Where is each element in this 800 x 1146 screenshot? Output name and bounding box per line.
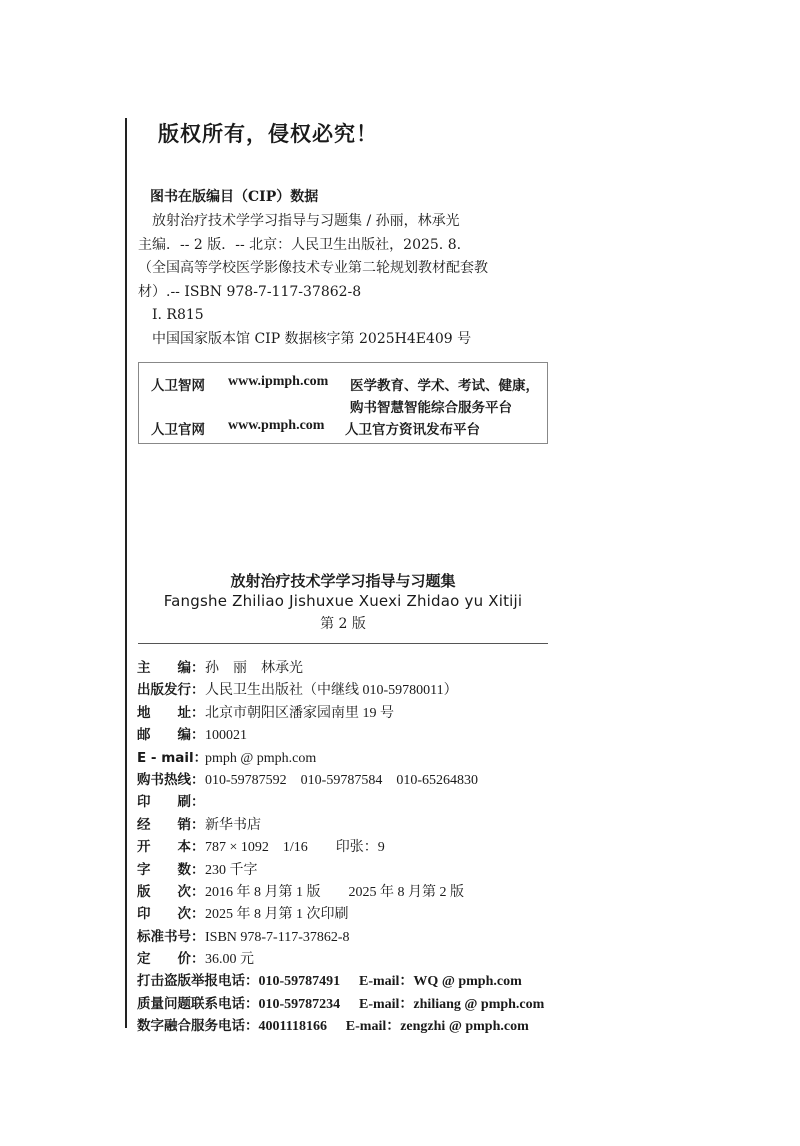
meta-label: 地 址：	[137, 704, 205, 721]
hotline-row	[137, 1015, 557, 1037]
meta-row	[137, 747, 557, 769]
meta-row	[137, 814, 557, 836]
cip-data-block	[138, 210, 548, 351]
meta-value: 新华书店	[205, 817, 261, 833]
meta-row	[137, 791, 557, 813]
meta-row	[137, 724, 557, 746]
meta-label: E - mail：	[137, 749, 208, 766]
hotline-email: E-mail：zengzhi @ pmph.com	[345, 1019, 529, 1035]
meta-value: 787 × 1092 1/16 印张：9	[205, 840, 385, 856]
meta-value: ISBN 978-7-117-37862-8	[205, 929, 350, 945]
meta-value: 人民卫生出版社（中继线 010-59780011）	[205, 683, 458, 699]
hotline-phone: 010-59787491	[258, 974, 341, 990]
meta-value: 2025 年 8 月第 1 次印刷	[205, 907, 349, 923]
hotline-label: 数字融合服务电话：	[137, 1018, 259, 1035]
hotline-phone: 4001118166	[258, 1019, 327, 1035]
meta-row	[137, 769, 557, 791]
book-title-pinyin: Fangshe Zhiliao Jishuxue Xuexi Zhidao yu Xitiji	[163, 592, 523, 610]
meta-row	[137, 836, 557, 858]
ipmph-url[interactable]: www.ipmph.com	[228, 374, 329, 389]
meta-label: 定 价：	[137, 951, 205, 968]
meta-value: 孙 丽 林承光	[205, 661, 303, 676]
meta-label: 经 销：	[137, 816, 205, 833]
meta-label: 版 次：	[137, 883, 205, 900]
hotline-row	[137, 970, 557, 992]
book-title: 放射治疗技术学学习指导与习题集	[230, 572, 456, 590]
cip-line: 主编．-- 2 版．-- 北京：人民卫生出版社，2025. 8.	[138, 236, 462, 253]
meta-row	[137, 948, 557, 970]
platform-info-box	[138, 362, 548, 444]
meta-row	[137, 657, 557, 679]
hotline-email: E-mail：WQ @ pmph.com	[358, 974, 522, 990]
hotline-label: 质量问题联系电话：	[137, 995, 259, 1012]
meta-value: 230 千字	[205, 862, 258, 878]
pmph-url[interactable]: www.pmph.com	[228, 418, 325, 433]
pmph-desc: 人卫官方资讯发布平台	[345, 422, 480, 438]
meta-row	[137, 926, 557, 948]
meta-label: 邮 编：	[137, 727, 205, 744]
cip-line: （全国高等学校医学影像技术专业第二轮规划教材配套教	[138, 260, 488, 276]
copyright-notice: 版权所有，侵权必究！	[158, 121, 378, 146]
publication-details	[137, 657, 557, 1038]
hotline-row	[137, 993, 557, 1015]
meta-value: 100021	[205, 728, 247, 744]
meta-row	[137, 702, 557, 724]
meta-row	[137, 881, 557, 903]
hotline-email: E-mail：zhiliang @ pmph.com	[358, 996, 545, 1012]
pmph-label: 人卫官网	[151, 422, 205, 438]
meta-label: 标准书号：	[137, 928, 205, 945]
cip-line: 材）.-- ISBN 978-7-117-37862-8	[138, 283, 362, 300]
ipmph-label: 人卫智网	[151, 378, 205, 394]
meta-label: 开 本：	[137, 839, 205, 856]
meta-value: 36.00 元	[205, 952, 254, 968]
cip-line: 放射治疗技术学学习指导与习题集 / 孙丽，林承光	[152, 213, 460, 229]
meta-value: 2016 年 8 月第 1 版 2025 年 8 月第 2 版	[205, 884, 464, 900]
ipmph-desc: 医学教育、学术、考试、健康，	[350, 378, 539, 394]
cip-line: Ⅰ. R815	[152, 307, 204, 323]
ipmph-desc-2: 购书智慧智能综合服务平台	[350, 400, 512, 416]
meta-value: 北京市朝阳区潘家园南里 19 号	[205, 705, 394, 721]
meta-label: 印 刷：	[137, 794, 205, 811]
meta-value: pmph @ pmph.com	[205, 750, 317, 766]
book-edition: 第 2 版	[320, 616, 366, 632]
meta-label: 购书热线：	[137, 771, 205, 788]
cip-line: 中国国家版本馆 CIP 数据核字第 2025H4E409 号	[152, 330, 472, 347]
meta-label: 主 编：	[137, 660, 205, 676]
hotline-phone: 010-59787234	[258, 996, 341, 1012]
meta-row	[137, 903, 557, 925]
meta-value: 010-59787592 010-59787584 010-65264830	[205, 772, 478, 788]
meta-label: 出版发行：	[137, 682, 205, 699]
hotline-label: 打击盗版举报电话：	[137, 973, 259, 990]
meta-label: 印 次：	[137, 906, 205, 923]
cip-title: 图书在版编目（CIP）数据	[150, 189, 319, 205]
meta-row	[137, 859, 557, 881]
separator-line	[138, 643, 548, 644]
left-margin-rule	[125, 118, 127, 1028]
meta-label: 字 数：	[137, 861, 205, 878]
meta-row	[137, 679, 557, 701]
